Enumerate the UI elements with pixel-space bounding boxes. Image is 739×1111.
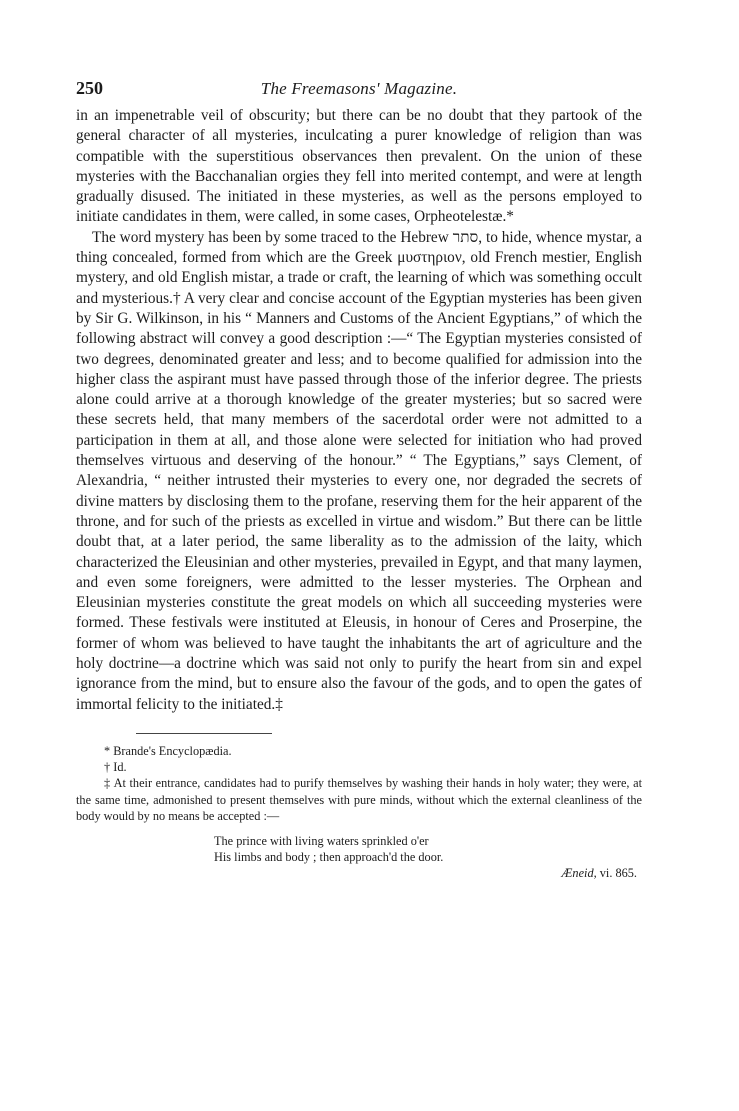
running-title: The Freemasons' Magazine. [260, 79, 458, 98]
page-header [76, 78, 642, 106]
footnote-rule [136, 733, 272, 734]
paragraph-2: The word mystery has been by some traced to the Hebrew סתר, to hide, whence mystar, a thing concealed, formed from which are the Greek μυστηριον, old French mestier, English mystery, and old English mistar, a trade or craft, the learning of which was something occult and mysterious.† A very clear and concise account of the Egyptian mysteries has been given by Sir G. Wilkinson, in his “ Manners and Customs of the Ancient Egyptians,” of which the following abstract will convey a good description :—“ The Egyptian mysteries consisted of two degrees, denominated greater and less; and to become qualified for admission into the higher class the aspirant must have passed through those of the inferior degree. The priests alone could arrive at a thorough knowledge of the greater mysteries; but so sacred were these secrets held, that many members of the sacerdotal order were not admitted to a participation in them at all, and those alone were selected for initiation who had proved themselves virtuous and deserving of the honour.” “ The Egyptians,” says Clement, of Alexandria, “ neither intrusted their mysteries to every one, nor degraded the secrets of divine matters by disclosing them to the profane, reserving them for the heir apparent of the throne, and for such of the priests as excelled in virtue and wisdom.” But there can be little doubt that, at a later period, the same liberality as to the admission of the laity, which characterized the Eleusinian and other mysteries, prevailed in Egypt, and that many laymen, and even some foreigners, were admitted to the lesser mysteries. The Orphean and Eleusinian mysteries constitute the great models on which all succeeding mysteries were formed. These festivals were instituted at Eleusis, in honour of Ceres and Proserpine, the former of whom was believed to have taught the inhabitants the art of agriculture and the holy doctrine—a doctrine which was said not only to purify the heart from sin and expel ignorance from the mind, but to ensure also the favour of the gods, and to open the gates of immortal felicity to the initiated.‡ [76, 228, 642, 713]
verse-quotation [76, 833, 642, 882]
verse-citation [76, 865, 637, 881]
citation-ref: vi. 865. [596, 866, 637, 881]
citation-work: Æneid, [561, 866, 597, 881]
footnotes [76, 743, 642, 824]
body-text [76, 106, 642, 715]
verse-line-2: His limbs and body ; then approach'd the door. [214, 850, 444, 865]
verse-line-1: The prince with living waters sprinkled o'er [214, 833, 429, 848]
page [76, 78, 642, 882]
footnote-2: † Id. [104, 760, 127, 775]
paragraph-1: in an impenetrable veil of obscurity; but there can be no doubt that they partook of the general character of all mysteries, inculcating a purer knowledge of religion than was compatible with the superstitious observances then prevalent. On the union of these mysteries with the Bacchanalian orgies they fell into merited contempt, and were at length gradually disused. The initiated in these mysteries, as well as the persons employed to initiate candidates in them, were called, in some cases, Orpheotelestæ.* [76, 107, 642, 226]
footnote-3: ‡ At their entrance, candidates had to purify themselves by washing their hands in holy water; they were, at the same time, admonished to present themselves with pure minds, without which the external cleanliness of the body would by no means be accepted :— [76, 776, 642, 823]
page-number: 250 [76, 78, 103, 98]
footnote-1: * Brande's Encyclopædia. [104, 743, 232, 758]
